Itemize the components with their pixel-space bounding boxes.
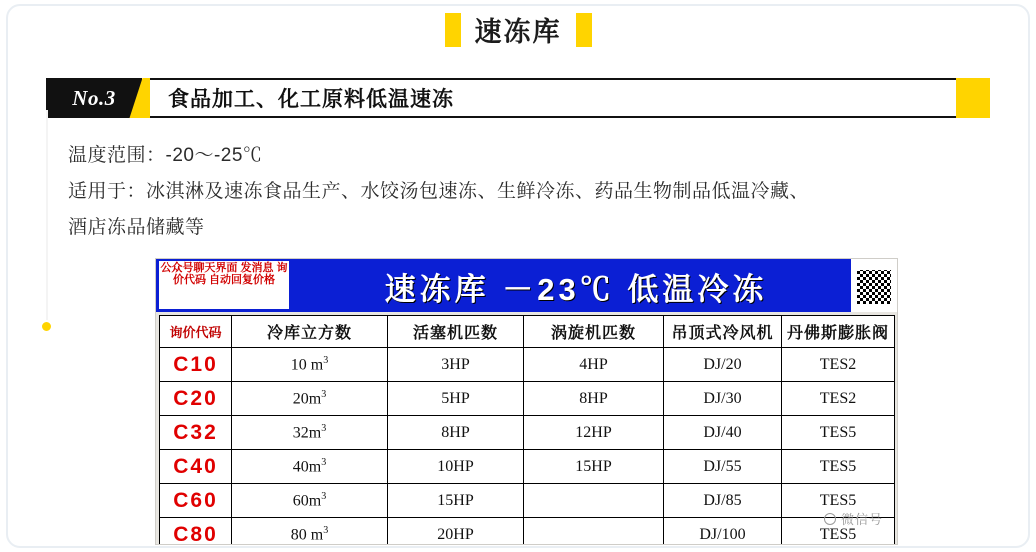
- cell-aircooler: DJ/30: [664, 382, 782, 416]
- timeline-dot: [40, 320, 53, 333]
- cell-aircooler: DJ/20: [664, 348, 782, 382]
- cell-volume: 80 $m^3$: [232, 518, 388, 546]
- temperature-range-line: 温度范围：-20～-25℃: [68, 145, 263, 166]
- cell-scroll: 15HP: [524, 450, 664, 484]
- spec-banner: [156, 259, 897, 312]
- section-number-badge: [46, 78, 142, 118]
- cell-aircooler: DJ/40: [664, 416, 782, 450]
- watermark: [824, 509, 883, 528]
- table-row: [160, 382, 895, 416]
- section-number-label: No.3: [72, 85, 116, 110]
- cell-scroll: 12HP: [524, 416, 664, 450]
- cell-valve: TES5: [782, 484, 895, 518]
- col-header-valve: 丹佛斯膨胀阀: [782, 316, 895, 348]
- cell-valve: TES2: [782, 348, 895, 382]
- spec-table-image: [155, 258, 898, 545]
- banner-qr-code: [851, 259, 897, 312]
- cell-scroll: 8HP: [524, 382, 664, 416]
- section-heading-container: [150, 78, 958, 118]
- page-title: [0, 10, 1036, 49]
- application-line-2: 酒店冻品储藏等: [68, 217, 205, 238]
- cell-volume: $32m^3$: [232, 416, 388, 450]
- table-row: [160, 416, 895, 450]
- cell-code: C40: [160, 450, 232, 484]
- cell-piston: 20HP: [388, 518, 524, 546]
- table-row: [160, 348, 895, 382]
- cell-piston: 8HP: [388, 416, 524, 450]
- application-line-1: 适用于：冰淇淋及速冻食品生产、水饺汤包速冻、生鲜冷冻、药品生物制品低温冷藏、: [68, 181, 810, 202]
- cell-valve: TES5: [782, 518, 895, 546]
- cell-piston: 10HP: [388, 450, 524, 484]
- page-title-text: 速冻库: [474, 17, 562, 47]
- section-body: [68, 138, 978, 246]
- header-end-accent: [956, 78, 990, 118]
- cell-valve: TES5: [782, 450, 895, 484]
- table-header-row: [160, 316, 895, 348]
- col-header-volume: 冷库立方数: [232, 316, 388, 348]
- cell-piston: 5HP: [388, 382, 524, 416]
- col-header-piston: 活塞机匹数: [388, 316, 524, 348]
- spec-table: [159, 315, 895, 545]
- cell-aircooler: DJ/85: [664, 484, 782, 518]
- watermark-text: 微信号: [840, 512, 883, 527]
- cell-code: C20: [160, 382, 232, 416]
- cell-aircooler: DJ/55: [664, 450, 782, 484]
- col-header-aircooler: 吊顶式冷风机: [664, 316, 782, 348]
- col-header-scroll: 涡旋机匹数: [524, 316, 664, 348]
- qr-code-icon: [857, 270, 891, 304]
- cell-code: C80: [160, 518, 232, 546]
- cell-valve: TES5: [782, 416, 895, 450]
- title-accent-bar-left: [445, 13, 461, 47]
- banner-inquiry-note: 公众号聊天界面 发消息 询价代码 自动回复价格: [159, 261, 289, 309]
- cell-code: C32: [160, 416, 232, 450]
- cell-piston: 15HP: [388, 484, 524, 518]
- cell-scroll: [524, 484, 664, 518]
- cell-volume: $60m^3$: [232, 484, 388, 518]
- cell-volume: $20m^3$: [232, 382, 388, 416]
- cell-valve: TES2: [782, 382, 895, 416]
- timeline-line: [46, 110, 48, 324]
- watermark-icon: [824, 513, 836, 525]
- cell-scroll: 4HP: [524, 348, 664, 382]
- table-row: [160, 450, 895, 484]
- cell-aircooler: DJ/100: [664, 518, 782, 546]
- banner-title-text: 速冻库 －23℃ 低温冷冻: [384, 271, 768, 307]
- cell-piston: 3HP: [388, 348, 524, 382]
- section-header: [46, 78, 990, 118]
- cell-code: C60: [160, 484, 232, 518]
- section-heading-text: 食品加工、化工原料低温速冻: [168, 88, 454, 111]
- title-accent-bar-right: [576, 13, 592, 47]
- cell-code: C10: [160, 348, 232, 382]
- table-row: [160, 518, 895, 546]
- col-header-code: 询价代码: [160, 316, 232, 348]
- cell-volume: $40m^3$: [232, 450, 388, 484]
- cell-volume: 10 $m^3$: [232, 348, 388, 382]
- cell-scroll: [524, 518, 664, 546]
- table-row: [160, 484, 895, 518]
